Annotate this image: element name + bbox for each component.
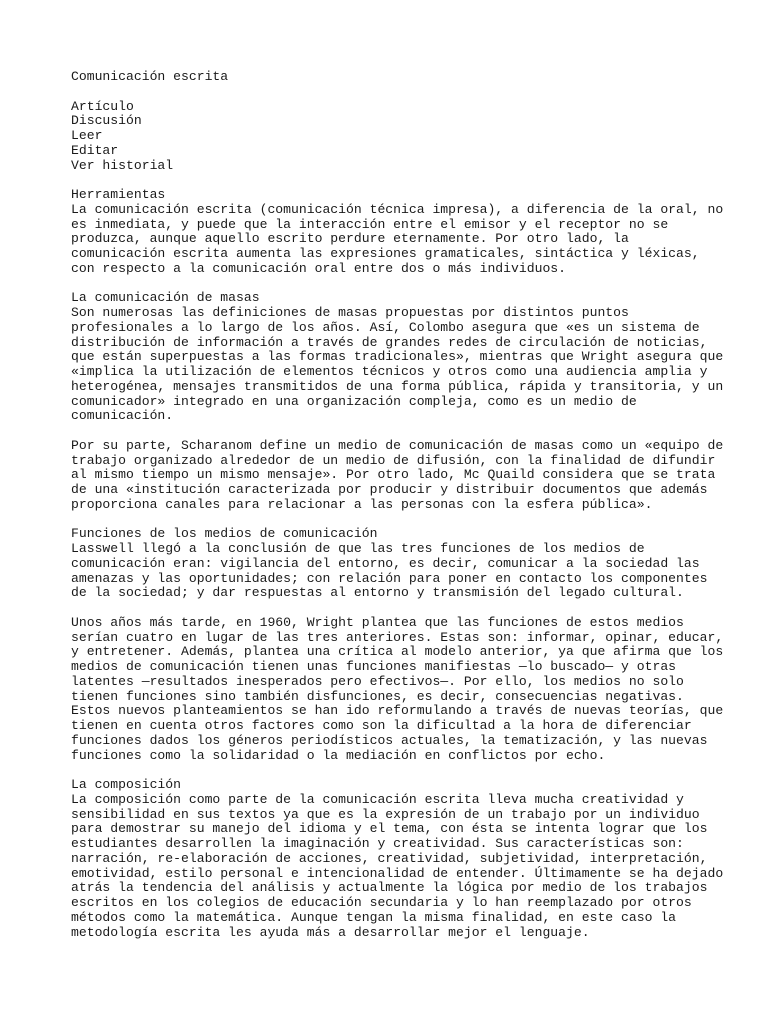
section-heading: La comunicación de masas <box>71 290 260 306</box>
tools-heading[interactable]: Herramientas <box>71 187 166 202</box>
nav-item-ver-historial[interactable]: Ver historial <box>71 157 174 173</box>
section-heading: Funciones de los medios de comunicación <box>71 526 378 542</box>
paragraph: Lasswell llegó a la conclusión de que las tres funciones de los medios de comunicación eran: vigilancia del entorno, es decir, comunicar a la sociedad las amenazas y las oportunidades; con relación para poner en contacto los componentes de la sociedad; y dar respuestas al entorno y transmisión del legado cultural. <box>71 541 708 601</box>
paragraph: Son numerosas las definiciones de masas propuestas por distintos puntos profesionales a lo largo de los años. Así, Colombo asegura que «es un sistema de distribución de información a través de grandes redes de circulación de noticias, que están superpuestas a las formas tradicionales», mientras que Wright asegura que «implica la utilización de elementos técnicos y otros como una audiencia amplia y heterogénea, mensajes transmitidos de una forma pública, rápida y transitoria, y un comunicador» integrado en una organización compleja, como es un medio de comunicación. <box>71 305 724 424</box>
nav-item-discusion[interactable]: Discusión <box>71 113 142 129</box>
nav-item-leer[interactable]: Leer <box>71 128 103 143</box>
section-heading: La composición <box>71 777 182 792</box>
article-nav <box>71 100 711 174</box>
nav-item-articulo[interactable]: Artículo <box>71 98 134 114</box>
intro-paragraph: La comunicación escrita (comunicación técnica impresa), a diferencia de la oral, no es inmediata, y puede que la interacción entre el emisor y el receptor no se produzca, aunque aquello escrito perdure eternamente. Por otro lado, la comunicación escrita aumenta las expresiones gramaticales, sintáctica y léxicas, con respecto a la comunicación oral entre dos o más individuos. <box>71 201 724 276</box>
paragraph: Unos años más tarde, en 1960, Wright plantea que las funciones de estos medios serían cuatro en lugar de las tres anteriores. Estas son: informar, opinar, educar, y entretener. Además, plantea una crítica al modelo anterior, ya que afirma que los medios de comunicación tienen unas funciones manifiestas —lo buscado— y otras latentes —resultados inesperados pero efectivos—. Por ello, los medios no solo tienen funciones sino también disfunciones, es decir, consecuencias negativas. Estos nuevos planteamientos se han ido reformulando a través de nuevas teorías, que tienen en cuenta otros factores como son la dificultad a la hora de diferenciar funciones dados los géneros periodísticos actuales, la tematización, y las nuevas funciones como la solidaridad o la mediación en conflictos por echo. <box>71 614 724 763</box>
page-title: Comunicación escrita <box>71 69 229 84</box>
paragraph: La composición como parte de la comunicación escrita lleva mucha creatividad y sensibilidad en sus textos ya que es la expresión de un trabajo por un individuo para demostrar su manejo del idioma y el tema, con ésta se intenta lograr que los estudiantes desarrollen la imaginación y creatividad. Sus características son: narración, re-elaboración de acciones, creatividad, subjetividad, interpretación, emotividad, estilo personal e intencionalidad de entender. Últimamente se ha dejado atrás la tendencia del análisis y actualmente la lógica por medio de los trabajos escritos en los colegios de educación secundaria y lo han reemplazado por otros métodos como la matemática. Aunque tengan la misma finalidad, en este caso la metodología escrita les ayuda más a desarrollar mejor el lenguaje. <box>71 791 724 940</box>
nav-item-editar[interactable]: Editar <box>71 142 119 158</box>
paragraph: Por su parte, Scharanom define un medio de comunicación de masas como un «equipo de trabajo organizado alrededor de un medio de difusión, con la finalidad de difundir al mismo tiempo un mismo mensaje». Por otro lado, Mc Quaild considera que se trata de una «institución caracterizada por producir y distribuir documentos que además proporciona canales para relacionar a las personas con la esfera pública». <box>71 437 724 512</box>
document-page <box>71 69 724 940</box>
